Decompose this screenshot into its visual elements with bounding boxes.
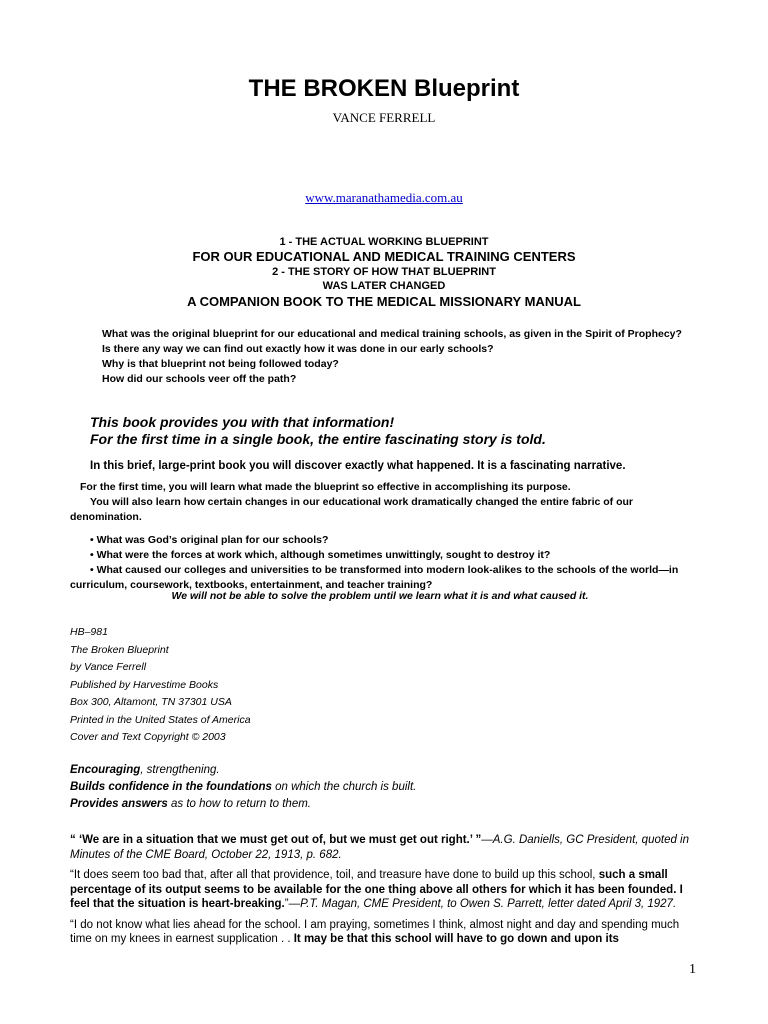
website-link[interactable]: www.maranathamedia.com.au xyxy=(305,190,463,205)
body-block xyxy=(70,480,690,593)
question-1: What was the original blueprint for our educational and medical training schools, as given in the Spirit of Prophecy? xyxy=(102,328,682,340)
question-3: Why is that blueprint not being followed today? xyxy=(102,358,339,370)
bullet-3: • What caused our colleges and universities to be transformed into modern look-alikes to the schools of the world—in curriculum, coursework, textbooks, entertainment, and teacher training? xyxy=(70,564,679,591)
body-paragraph-2: You will also learn how certain changes in our educational work dramatically changed the entire fabric of our denomination. xyxy=(70,496,634,523)
lead-line-1: This book provides you with that information! xyxy=(90,414,395,430)
intro-paragraph: In this brief, large-print book you will discover exactly what happened. It is a fascinating narrative. xyxy=(90,460,626,472)
subtitle-3: 2 - THE STORY OF HOW THAT BLUEPRINT xyxy=(272,266,496,278)
subtitle-1: 1 - THE ACTUAL WORKING BLUEPRINT xyxy=(279,236,489,248)
book-title: THE BROKEN Blueprint xyxy=(248,75,520,102)
publication-info xyxy=(70,624,470,747)
lead-block xyxy=(90,414,690,448)
questions-block xyxy=(70,327,690,387)
pub-copyright: Cover and Text Copyright © 2003 xyxy=(70,731,226,743)
pub-code: HB–981 xyxy=(70,626,108,638)
promo-line-1: Encouraging, strengthening. xyxy=(70,764,220,776)
pub-author: by Vance Ferrell xyxy=(70,661,147,673)
promo-block xyxy=(70,762,690,813)
body-paragraph-1: For the first time, you will learn what made the blueprint so effective in accomplishing its purpose. xyxy=(80,481,571,493)
promo-line-3: Provides answers as to how to return to them. xyxy=(70,798,311,810)
subtitle-2: FOR OUR EDUCATIONAL AND MEDICAL TRAINING CENTERS xyxy=(192,249,576,264)
quote-1: “ ‘We are in a situation that we must get out of, but we must get out right.’ ”—A.G. Daniells, GC President, quoted in Minutes of the CME Board, October 22, 1913, p. 682. xyxy=(70,834,690,861)
quotes-block xyxy=(70,833,692,953)
page-number: 1 xyxy=(689,962,696,977)
subtitle-5: A COMPANION BOOK TO THE MEDICAL MISSIONARY MANUAL xyxy=(187,294,581,309)
question-4: How did our schools veer off the path? xyxy=(102,373,297,385)
pub-address: Box 300, Altamont, TN 37301 USA xyxy=(70,696,232,708)
bullet-2: • What were the forces at work which, although sometimes unwittingly, sought to destroy it? xyxy=(90,549,551,561)
quote-2: “It does seem too bad that, after all that providence, toil, and treasure have done to build up this school, such a small percentage of its output seems to be available for the one thing above all others for which it has been founded. I feel that the situation is heart-breaking.”—P.T. Magan, CME President, to Owen S. Parrett, letter dated April 3, 1927. xyxy=(70,869,683,910)
quote-3: “I do not know what lies ahead for the school. I am praying, sometimes I think, almost night and day and spending much time on my knees in earnest supplication . . It may be that this school will have to go down and upon its xyxy=(70,918,680,945)
pub-publisher: Published by Harvestime Books xyxy=(70,678,219,691)
subtitle-4: WAS LATER CHANGED xyxy=(322,280,446,292)
closing-statement: We will not be able to solve the problem until we learn what it is and what caused it. xyxy=(171,590,589,602)
bullet-1: • What was God’s original plan for our schools? xyxy=(90,534,329,546)
promo-line-2: Builds confidence in the foundations on which the church is built. xyxy=(70,781,417,793)
question-2: Is there any way we can find out exactly how it was done in our early schools? xyxy=(102,343,494,355)
pub-title: The Broken Blueprint xyxy=(70,643,169,656)
pub-printed: Printed in the United States of America xyxy=(70,713,251,726)
lead-line-2: For the first time in a single book, the entire fascinating story is told. xyxy=(90,431,546,447)
author-name: VANCE FERRELL xyxy=(332,110,436,125)
